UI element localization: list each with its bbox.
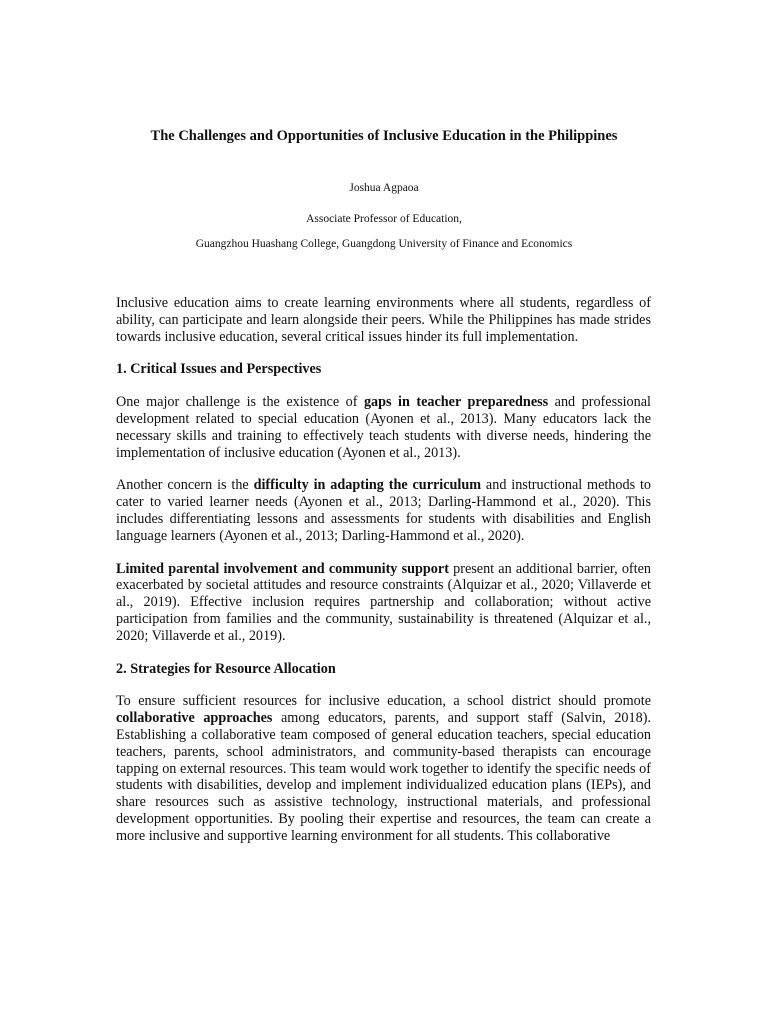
author-position: Associate Professor of Education, [306, 213, 462, 225]
author-affiliation: Guangzhou Huashang College, Guangdong University of Finance and Economics [195, 238, 573, 250]
emphasis-text: Limited parental involvement and community support [116, 560, 449, 577]
section-2-heading: 2. Strategies for Resource Allocation [116, 660, 336, 677]
section-1-paragraph-3: Limited parental involvement and community support present an additional barrier, often exacerbated by societal attitudes and resource constraints (Alquizar et al., 2020; Villaverde et al., 2019). Effective inclusion requires partnership and collaboration; without active participation from families and the community, sustainability is threatened (Alquizar et al., 2020; Villaverde et al., 2019). [116, 560, 651, 644]
document-body [116, 295, 651, 861]
document-title: The Challenges and Opportunities of Inclusive Education in the Philippines [150, 128, 618, 144]
section-2-paragraph-1: To ensure sufficient resources for inclusive education, a school district should promote collaborative approaches among educators, parents, and support staff (Salvin, 2018). Establishing a collaborative team composed of general education teachers, special education teachers, parents, school administrators, and community-based therapists can encourage tapping on external resources. This team would work together to identify the specific needs of students with disabilities, develop and implement individualized education plans (IEPs), and share resources such as assistive technology, instructional materials, and professional development opportunities. By pooling their expertise and resources, the team can create a more inclusive and supportive learning environment for all students. This collaborative [116, 693, 651, 844]
section-1-paragraph-2: Another concern is the difficulty in adapting the curriculum and instructional methods to cater to varied learner needs (Ayonen et al., 2013; Darling-Hammond et al., 2020). This includes differentiating lessons and assessments for students with disabilities and English language learners (Ayonen et al., 2013; Darling-Hammond et al., 2020). [116, 477, 651, 544]
emphasis-text: gaps in teacher preparedness [363, 394, 549, 411]
emphasis-text: collaborative approaches [116, 710, 273, 727]
emphasis-text: difficulty in adapting the curriculum [253, 477, 482, 494]
intro-paragraph: Inclusive education aims to create learning environments where all students, regardless of ability, can participate and learn alongside their peers. While the Philippines has made strides towards inclusive education, several critical issues hinder its full implementation. [116, 295, 651, 345]
section-1-heading: 1. Critical Issues and Perspectives [116, 361, 322, 378]
author-name: Joshua Agpaoa [349, 182, 419, 194]
section-1-paragraph-1: One major challenge is the existence of gaps in teacher preparedness and professional development related to special education (Ayonen et al., 2013). Many educators lack the necessary skills and training to effectively teach students with diverse needs, hindering the implementation of inclusive education (Ayonen et al., 2013). [116, 394, 651, 461]
